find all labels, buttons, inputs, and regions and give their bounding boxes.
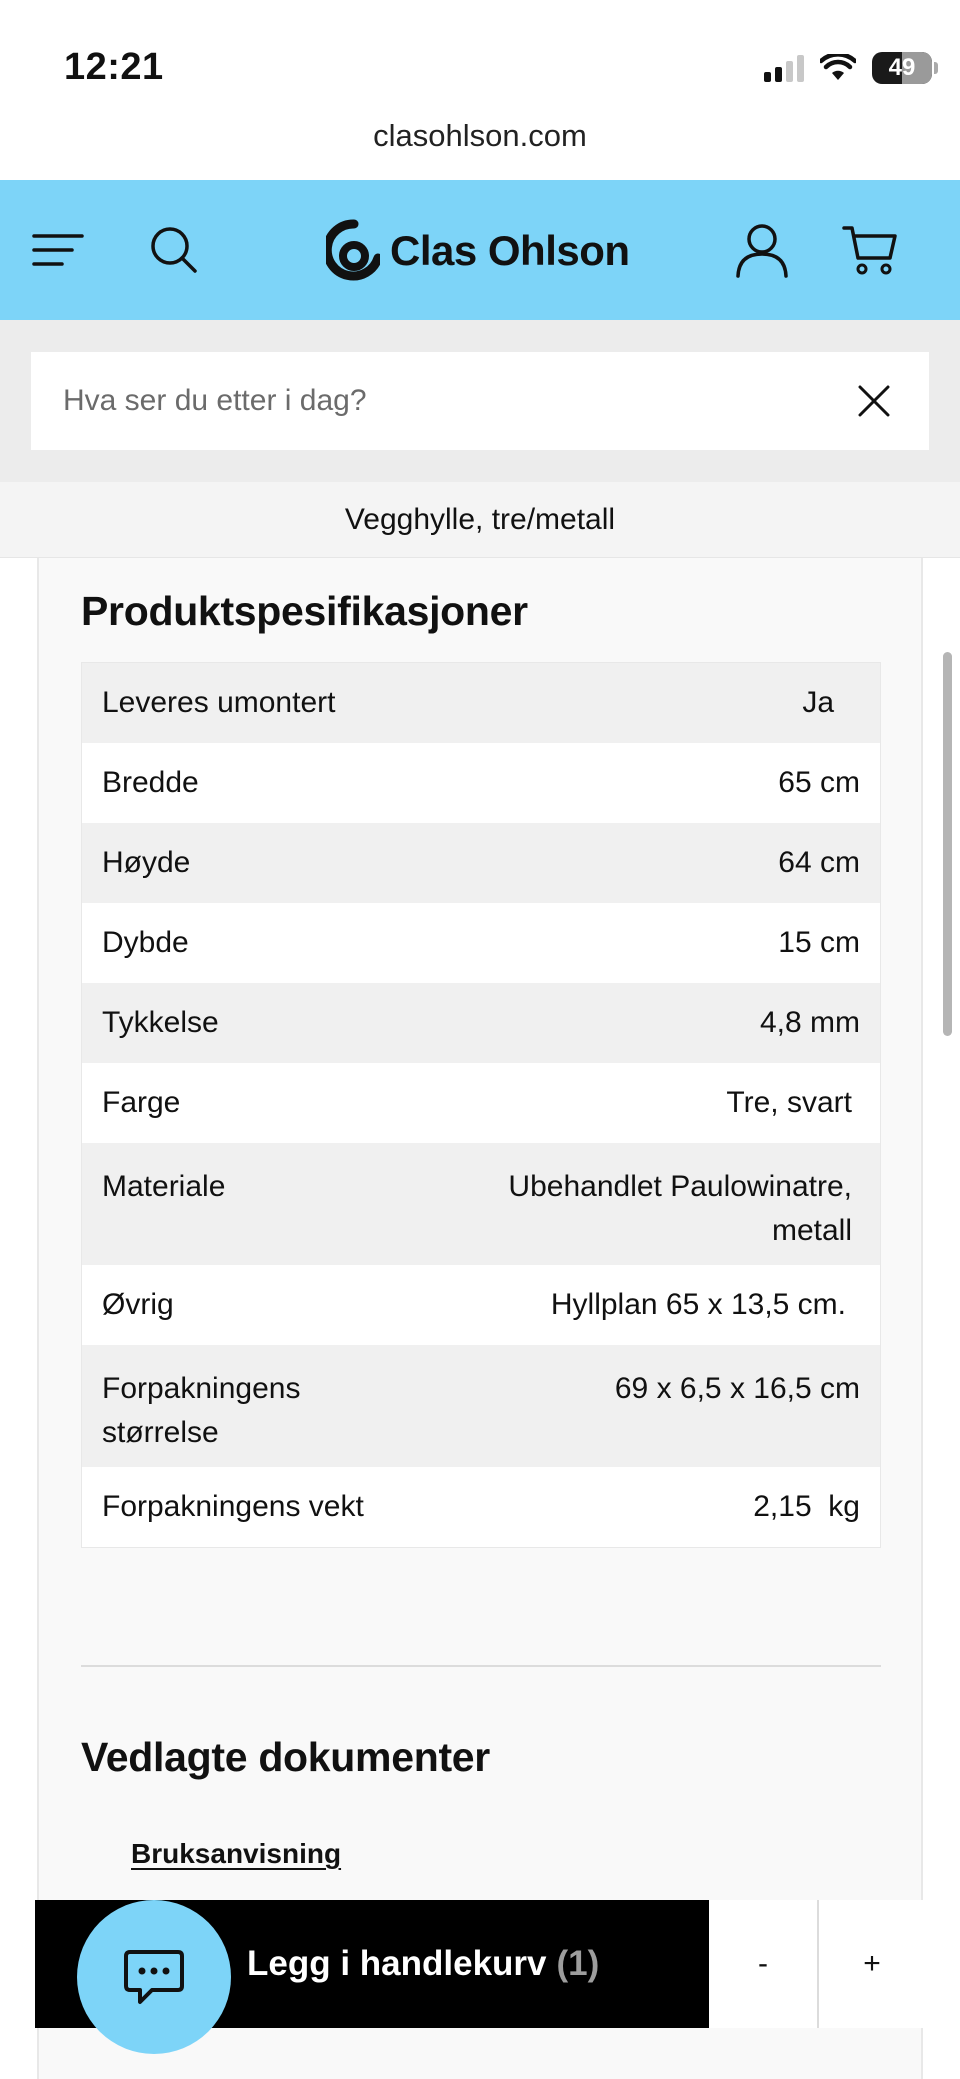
spec-label: Bredde [102, 766, 199, 799]
clas-ohlson-logo-icon [326, 218, 380, 284]
status-icons [764, 52, 932, 84]
spec-row [82, 1345, 880, 1467]
url-text: clasohlson.com [373, 118, 587, 153]
spec-label: Forpakningens vekt [102, 1490, 364, 1523]
menu-button[interactable] [28, 220, 88, 280]
spec-label: Farge [102, 1086, 181, 1119]
spec-label: Dybde [102, 926, 189, 959]
clear-search-button[interactable] [839, 366, 909, 436]
battery-percent: 49 [888, 54, 916, 81]
spec-value: 64 cm [778, 846, 860, 879]
cart-button[interactable] [840, 220, 900, 280]
site-logo[interactable] [326, 216, 630, 286]
spec-row [82, 1063, 880, 1143]
cellular-signal-icon [764, 54, 804, 82]
decrease-quantity-button[interactable]: - [709, 1900, 817, 2028]
status-bar [0, 0, 960, 120]
chat-icon [122, 1948, 186, 2006]
cart-icon [842, 224, 898, 276]
increase-quantity-button[interactable]: + [817, 1900, 925, 2028]
spec-row [82, 903, 880, 983]
add-to-cart-label: Legg i handlekurv [247, 1944, 547, 1983]
cart-quantity-count: (1) [556, 1944, 600, 1983]
spec-label: Øvrig [102, 1288, 174, 1321]
document-link-manual[interactable]: Bruksanvisning [131, 1838, 342, 1869]
search-icon [149, 225, 199, 275]
documents-heading: Vedlagte dokumenter [81, 1734, 490, 1780]
spec-label: Tykkelse [102, 1006, 219, 1039]
battery-icon [872, 52, 932, 84]
spec-value: Ja [802, 686, 834, 719]
spec-row [82, 983, 880, 1063]
product-title: Vegghylle, tre/metall [0, 482, 960, 558]
spec-value: 69 x 6,5 x 16,5 cm [614, 1372, 860, 1405]
brand-name: Clas Ohlson [390, 227, 630, 274]
spec-value: 2,15 kg [753, 1490, 860, 1523]
spec-label: Leveres umontert [102, 686, 336, 719]
spec-row [82, 1467, 880, 1547]
spec-row [82, 1143, 880, 1265]
spec-value: Hyllplan 65 x 13,5 cm. [550, 1288, 846, 1321]
spec-row [82, 743, 880, 823]
menu-icon [32, 230, 84, 270]
spec-row [82, 823, 880, 903]
section-divider [81, 1665, 881, 1667]
spec-label: Høyde [102, 846, 191, 879]
close-icon [857, 384, 891, 418]
spec-label: Materiale [102, 1170, 226, 1203]
specs-heading: Produktspesifikasjoner [81, 588, 528, 634]
spec-label: Forpakningens størrelse [102, 1372, 301, 1449]
product-details-panel [37, 558, 923, 2079]
search-box [31, 352, 929, 450]
spec-row [82, 1265, 880, 1345]
page-scrollbar[interactable] [943, 652, 952, 1036]
chat-button[interactable] [77, 1900, 231, 2054]
site-header [0, 180, 960, 320]
spec-value: Tre, svart [726, 1086, 852, 1119]
status-time: 12:21 [64, 46, 164, 88]
wifi-icon [820, 54, 856, 82]
spec-row [82, 663, 880, 743]
account-button[interactable] [732, 220, 792, 280]
spec-value: 15 cm [778, 926, 860, 959]
search-input[interactable] [31, 384, 839, 418]
specs-table [81, 662, 881, 1548]
spec-value: 4,8 mm [759, 1006, 860, 1039]
spec-value: Ubehandlet Paulowinatre, metall [508, 1170, 852, 1247]
spec-value: 65 cm [778, 766, 860, 799]
search-area [0, 320, 960, 482]
account-icon [735, 222, 789, 278]
url-bar[interactable] [0, 118, 960, 180]
search-button[interactable] [144, 220, 204, 280]
